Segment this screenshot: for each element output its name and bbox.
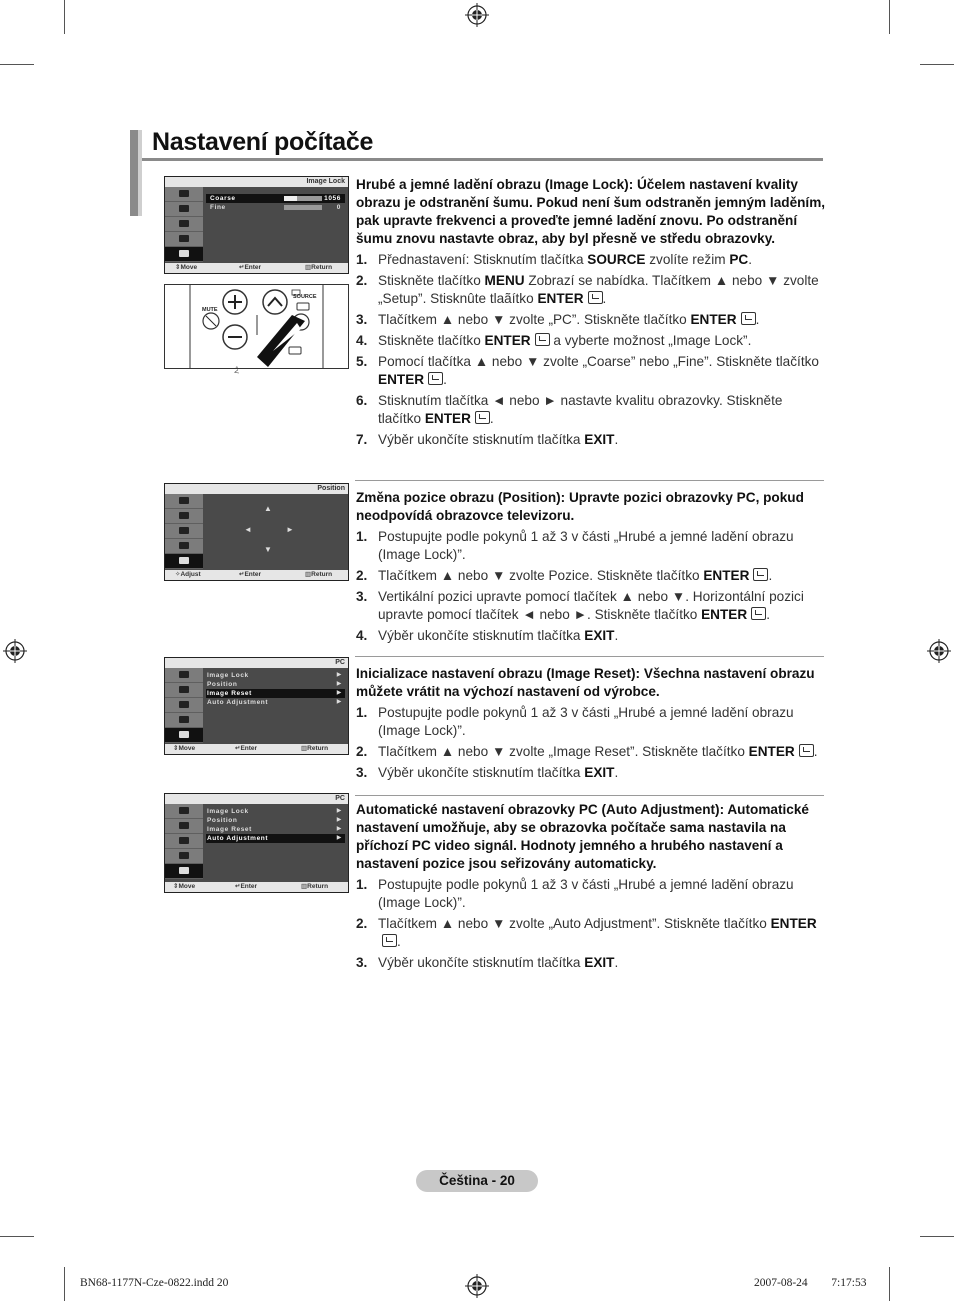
page-title: Nastavení počítače	[152, 128, 374, 156]
enter-icon	[753, 568, 768, 581]
step-number: 2.	[356, 916, 368, 931]
setup-icon	[165, 539, 203, 554]
step-text: .	[489, 411, 494, 426]
print-slug-date: 2007-08-24 ￿￿ 7:17:53	[754, 1277, 867, 1289]
step-text: EXIT	[584, 765, 615, 780]
sound-icon	[165, 819, 203, 834]
step-number: 1.	[356, 252, 368, 267]
step-text: ENTER	[703, 568, 750, 583]
osd-menu-item-selected: Image Reset ▶	[206, 689, 345, 698]
osd-footer-move: ⇕ Move	[175, 264, 198, 271]
step-number: 1.	[356, 877, 368, 892]
step-item	[356, 954, 826, 972]
step-text: SOURCE	[587, 252, 646, 267]
step-list	[356, 251, 826, 449]
section-image-reset	[356, 665, 826, 785]
picture-icon	[165, 668, 203, 683]
osd-title: PC	[165, 794, 348, 804]
registration-mark-icon	[465, 1274, 489, 1298]
picture-icon	[165, 804, 203, 819]
arrow-left-icon: ◄	[244, 525, 252, 534]
osd-menu-item: Position ▶	[207, 681, 342, 688]
print-slug-file: BN68-1177N-Cze-0822.indd 20	[80, 1277, 229, 1289]
step-text: .	[614, 432, 619, 447]
osd-footer-enter: ↵ Enter	[235, 883, 258, 890]
osd-footer-return: ▥ Return	[301, 883, 329, 890]
step-text: .	[748, 252, 752, 267]
section-heading: Automatické nastavení obrazovky PC (Auto Adjustment): Automatické nastavení umožňuje, aby se obrazovka počítače sama nastavila na příchozí PC video signál. Hodnoty jemného a hrubého nastavení a nastavení pozice jsou seřizovány automaticky.	[356, 802, 809, 871]
osd-position	[164, 483, 349, 581]
input-icon	[165, 728, 203, 743]
enter-icon	[428, 372, 443, 385]
osd-footer-adjust: ✧ Adjust	[175, 571, 201, 578]
picture-icon	[165, 494, 203, 509]
step-item	[356, 431, 826, 449]
crop-mark	[920, 1236, 954, 1237]
channel-up-button-icon	[263, 290, 287, 314]
osd-footer-return: ▥ Return	[301, 745, 329, 752]
step-text: .	[614, 628, 619, 643]
step-item	[356, 567, 826, 585]
step-text: Tlačítkem ▲ nebo ▼ zvolte Pozice. Stiskněte tlačítko	[378, 568, 704, 583]
step-item	[356, 251, 826, 269]
osd-footer-enter: ↵ Enter	[239, 571, 262, 578]
enter-icon	[588, 291, 603, 304]
chevron-right-icon: ▶	[336, 672, 342, 678]
step-number: 7.	[356, 432, 368, 447]
osd-footer-enter: ↵ Enter	[235, 745, 258, 752]
osd-footer	[165, 570, 348, 580]
step-text: ENTER	[748, 744, 795, 759]
osd-title: PC	[165, 658, 348, 668]
channel-icon	[165, 217, 203, 232]
section-position	[356, 489, 826, 648]
step-text: Postupujte podle pokynů 1 až 3 v části „Hrubé a jemné ladění obrazu (Image Lock)”.	[378, 877, 794, 910]
step-list	[356, 876, 826, 972]
osd-footer	[165, 263, 348, 273]
osd-footer-return: ▥ Return	[305, 264, 333, 271]
step-text: .	[766, 607, 770, 622]
setup-icon	[165, 849, 203, 864]
step-item	[356, 311, 826, 329]
crop-mark	[889, 1267, 890, 1301]
step-text: Výběr ukončíte stisknutím tlačítka	[378, 955, 585, 970]
step-item	[356, 915, 826, 951]
chevron-right-icon: ▶	[336, 690, 342, 696]
osd-menu-item-selected: Auto Adjustment ▶	[206, 834, 345, 843]
arrow-right-icon: ►	[286, 525, 294, 534]
step-text: EXIT	[584, 432, 615, 447]
step-item	[356, 764, 826, 782]
step-text: Stiskněte tlačítko	[378, 333, 485, 348]
step-number: 1.	[356, 705, 368, 720]
osd-footer-move: ⇕ Move	[173, 883, 196, 890]
chevron-right-icon: ▶	[336, 826, 342, 832]
step-item	[356, 528, 826, 564]
section-image-lock	[356, 176, 826, 452]
section-divider	[355, 795, 824, 796]
osd-menu-item: Auto Adjustment ▶	[207, 699, 342, 706]
channel-icon	[165, 698, 203, 713]
enter-icon	[799, 744, 814, 757]
osd-title: Position	[165, 484, 348, 494]
crop-mark	[920, 64, 954, 65]
step-item	[356, 704, 826, 740]
step-text: .	[443, 372, 447, 387]
step-text: ENTER	[701, 607, 748, 622]
step-text: ENTER	[537, 291, 584, 306]
step-text: MENU	[484, 273, 525, 288]
step-number: 3.	[356, 955, 368, 970]
channel-icon	[165, 524, 203, 539]
chevron-right-icon: ▶	[336, 817, 342, 823]
chevron-right-icon: ▶	[336, 699, 342, 705]
step-text: Postupujte podle pokynů 1 až 3 v části „Hrubé a jemné ladění obrazu (Image Lock)”.	[378, 705, 794, 738]
pointer-hand-icon	[257, 315, 305, 367]
osd-footer	[165, 882, 348, 892]
osd-coarse-label: Coarse	[210, 195, 236, 202]
step-text: Přednastavení: Stisknutím tlačítka	[378, 252, 588, 267]
enter-icon	[741, 312, 756, 325]
section-divider	[355, 656, 824, 657]
sound-icon	[165, 202, 203, 217]
step-number: 2.	[356, 568, 368, 583]
osd-menu-item: Image Reset ▶	[207, 826, 342, 833]
step-text: Tlačítkem ▲ nebo ▼ zvolte „Auto Adjustment”. Stiskněte tlačítko	[378, 916, 771, 931]
step-number: 4.	[356, 333, 368, 348]
osd-coarse-bar	[284, 196, 322, 201]
svg-text:TV: TV	[231, 365, 239, 375]
setup-icon	[165, 713, 203, 728]
step-text: ENTER	[378, 372, 425, 387]
step-item	[356, 353, 826, 389]
registration-mark-icon	[927, 639, 951, 663]
step-text: ENTER	[690, 312, 737, 327]
step-number: 2.	[356, 273, 368, 288]
osd-fine-value: 0	[336, 204, 341, 211]
picture-icon	[165, 187, 203, 202]
sound-icon	[165, 509, 203, 524]
osd-coarse-value: 1056	[324, 195, 341, 202]
osd-footer-return: ▥ Return	[305, 571, 333, 578]
section-heading: Hrubé a jemné ladění obrazu (Image Lock): Účelem nastavení kvality obrazu je odstranění šumu. Pokud není šum odstraněn jemným laděním, pak upravte frekvenci a proveďte jemné ladění znovu. Po odstranění šumu znovu nastavte obraz, aby byl přesně ve středu obrazovky.	[356, 177, 826, 246]
step-text: ENTER	[770, 916, 817, 931]
arrow-down-icon: ▼	[264, 545, 272, 554]
step-text: ENTER	[484, 333, 531, 348]
input-icon	[165, 864, 203, 879]
section-heading: Inicializace nastavení obrazu (Image Reset): Všechna nastavení obrazu můžete vrátit na výchozí nastavení od výrobce.	[356, 666, 815, 699]
osd-footer-enter: ↵ Enter	[239, 264, 262, 271]
step-text: Tlačítkem ▲ nebo ▼ zvolte „PC”. Stiskněte tlačítko	[378, 312, 691, 327]
setup-icon	[165, 232, 203, 247]
step-number: 3.	[356, 589, 368, 604]
osd-fine-label: Fine	[210, 204, 226, 211]
osd-coarse-bar-fill	[284, 196, 297, 201]
step-text: Vertikální pozici upravte pomocí tlačítek ▲ nebo ▼. Horizontální pozici upravte pomocí tlačítek ◄ nebo ►. Stiskněte tlačítko	[378, 589, 804, 622]
crop-mark	[889, 0, 890, 34]
step-text: Stisknutím tlačítka ◄ nebo ► nastavte kvalitu obrazovky. Stiskněte tlačítko	[378, 393, 783, 426]
osd-menu-item: Position ▶	[207, 817, 342, 824]
osd-sidebar	[165, 804, 203, 879]
step-text: Zobrazí se nabídka. Tlačítkem ▲ nebo ▼ zvolte „Setup”. Stisknûte tlaãítko	[378, 273, 819, 306]
step-text: Pomocí tlačítka ▲ nebo ▼ zvolte „Coarse” nebo „Fine”. Stiskněte tlačítko	[378, 354, 819, 369]
mute-label: MUTE	[202, 307, 218, 313]
step-number: 5.	[356, 354, 368, 369]
step-text: ENTER	[424, 411, 471, 426]
step-text: .	[397, 934, 401, 949]
chevron-right-icon: ▶	[336, 681, 342, 687]
step-text: .	[755, 312, 760, 327]
step-number: 1.	[356, 529, 368, 544]
sound-icon	[165, 683, 203, 698]
step-text: Výběr ukončíte stisknutím tlačítka	[378, 432, 585, 447]
osd-sidebar	[165, 187, 203, 262]
step-text: zvolíte režim	[645, 252, 730, 267]
input-icon	[165, 554, 203, 569]
chevron-right-icon: ▶	[336, 835, 342, 841]
enter-icon	[382, 934, 397, 947]
step-text: .	[768, 568, 773, 583]
osd-pc-auto-adjustment	[164, 793, 349, 893]
osd-fine-row	[206, 203, 345, 212]
step-text: .	[614, 765, 619, 780]
section-auto-adjustment	[356, 801, 826, 975]
step-item	[356, 332, 826, 350]
step-text: EXIT	[584, 955, 615, 970]
step-text: .	[614, 955, 619, 970]
osd-title: Image Lock	[165, 177, 348, 187]
registration-mark-icon	[3, 639, 27, 663]
step-text: a vyberte možnost „Image Lock”.	[549, 333, 752, 348]
arrow-up-icon: ▲	[264, 504, 272, 513]
step-number: 3.	[356, 765, 368, 780]
enter-icon	[751, 607, 766, 620]
page-number-badge: Čeština - 20	[416, 1170, 538, 1192]
step-number: 2.	[356, 744, 368, 759]
osd-image-lock	[164, 176, 349, 274]
step-text: Tlačítkem ▲ nebo ▼ zvolte „Image Reset”. Stiskněte tlačítko	[378, 744, 749, 759]
step-item	[356, 743, 826, 761]
source-button-icon	[297, 303, 309, 310]
osd-footer-move: ⇕ Move	[173, 745, 196, 752]
section-divider	[355, 480, 824, 481]
osd-sidebar	[165, 494, 203, 569]
channel-icon	[165, 834, 203, 849]
step-text: Stiskněte tlačítko	[378, 273, 485, 288]
enter-icon	[475, 411, 490, 424]
crop-mark	[0, 64, 34, 65]
step-list	[356, 528, 826, 645]
step-text: EXIT	[584, 628, 615, 643]
step-item	[356, 272, 826, 308]
step-text: PC	[729, 252, 749, 267]
title-rule	[142, 158, 823, 161]
crop-mark	[0, 1236, 34, 1237]
step-text: Výběr ukončíte stisknutím tlačítka	[378, 628, 585, 643]
step-list	[356, 704, 826, 782]
step-text: .	[602, 291, 607, 306]
osd-footer	[165, 744, 348, 754]
title-accent-bar	[138, 130, 142, 216]
step-item	[356, 876, 826, 912]
section-heading: Změna pozice obrazu (Position): Upravte pozici obrazovky PC, pokud neodpovídá obrazovce televizoru.	[356, 490, 804, 523]
chevron-right-icon: ▶	[336, 808, 342, 814]
osd-coarse-row	[206, 194, 345, 203]
enter-icon	[535, 333, 550, 346]
step-text: Výběr ukončíte stisknutím tlačítka	[378, 765, 585, 780]
crop-mark	[64, 1267, 65, 1301]
source-label: SOURCE	[293, 294, 317, 300]
step-number: 4.	[356, 628, 368, 643]
step-item	[356, 588, 826, 624]
osd-sidebar	[165, 668, 203, 743]
step-text: .	[813, 744, 818, 759]
step-number: 3.	[356, 312, 368, 327]
osd-fine-bar	[284, 205, 322, 210]
crop-mark	[64, 0, 65, 34]
step-text: Postupujte podle pokynů 1 až 3 v části „Hrubé a jemné ladění obrazu (Image Lock)”.	[378, 529, 794, 562]
osd-pc-image-reset	[164, 657, 349, 755]
step-item	[356, 627, 826, 645]
step-item	[356, 392, 826, 428]
osd-menu-item: Image Lock ▶	[207, 672, 342, 679]
remote-control-illustration	[164, 284, 349, 375]
registration-mark-icon	[465, 3, 489, 27]
step-number: 6.	[356, 393, 368, 408]
input-icon	[165, 247, 203, 262]
osd-menu-item: Image Lock ▶	[207, 808, 342, 815]
